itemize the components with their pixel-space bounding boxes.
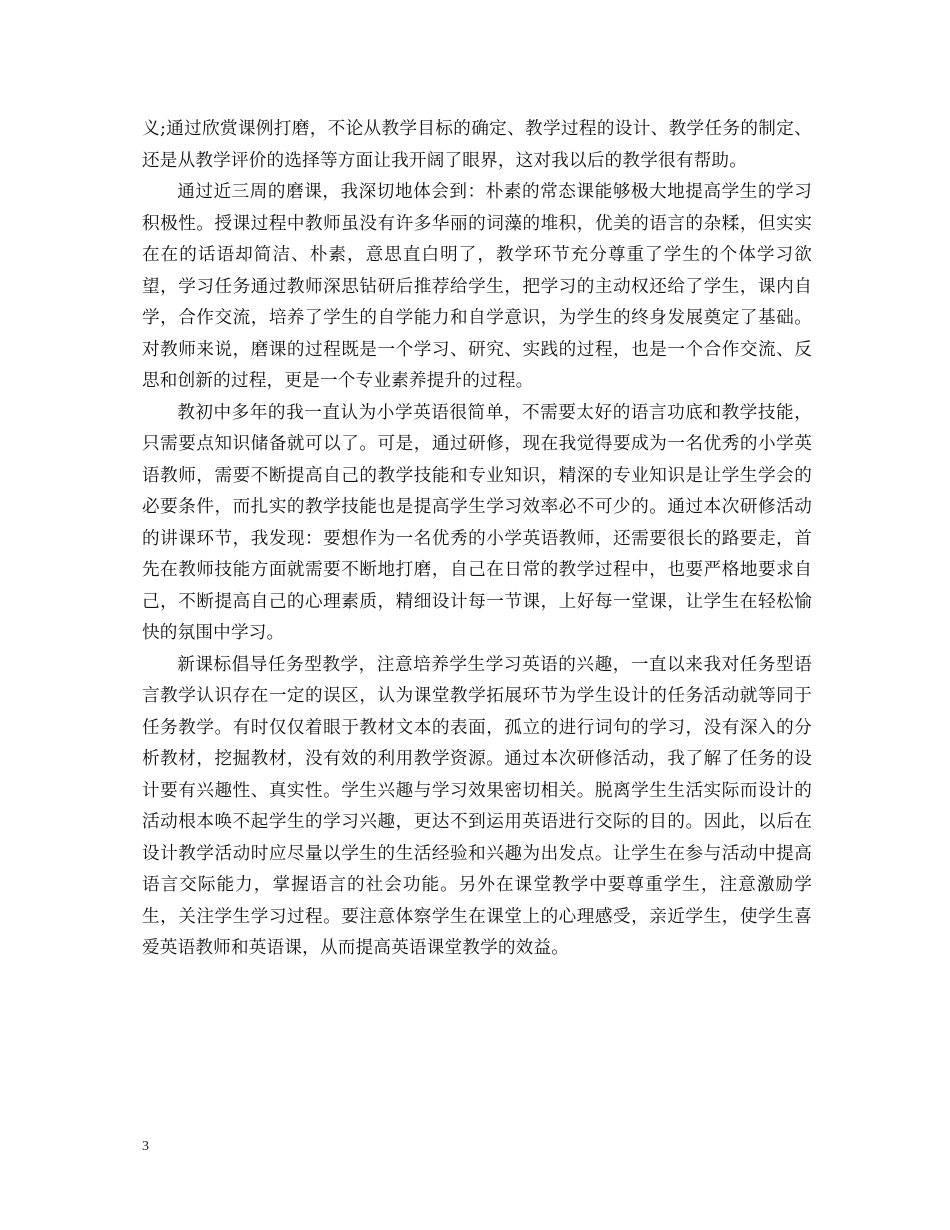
paragraph-4: 新课标倡导任务型教学，注意培养学生学习英语的兴趣，一直以来我对任务型语言教学认识存在一定的误区，认为课堂教学拓展环节为学生设计的任务活动就等同于任务教学。有时仅仅着眼于教材文本的表面，孤立的进行词句的学习，没有深入的分析教材，挖掘教材，没有效的利用教学资源。通过本次研修活动，我了解了任务的设计要有兴趣性、真实性。学生兴趣与学习效果密切相关。脱离学生生活实际而设计的活动根本唤不起学生的学习兴趣，更达不到运用英语进行交际的目的。因此，以后在设计教学活动时应尽量以学生的生活经验和兴趣为出发点。让学生在参与活动中提高语言交际能力，掌握语言的社会功能。另外在课堂教学中要尊重学生，注意激励学生，关注学生学习过程。要注意体察学生在课堂上的心理感受，亲近学生，使学生喜爱英语教师和英语课，从而提高英语课堂教学的效益。 [142, 654, 812, 958]
paragraph-3: 教初中多年的我一直认为小学英语很简单，不需要太好的语言功底和教学技能，只需要点知识储备就可以了。可是，通过研修，现在我觉得要成为一名优秀的小学英语教师，需要不断提高自己的教学技能和专业知识，精深的专业知识是让学生学会的必要条件，而扎实的教学技能也是提高学生学习效率必不可少的。通过本次研修活动的讲课环节，我发现：要想作为一名优秀的小学英语教师，还需要很长的路要走，首先在教师技能方面就需要不断地打磨，自己在日常的教学过程中，也要严格地要求自己，不断提高自己的心理素质，精细设计每一节课，上好每一堂课，让学生在轻松愉快的氛围中学习。 [142, 402, 812, 643]
body-text [142, 114, 812, 965]
paragraph-2: 通过近三周的磨课，我深切地体会到：朴素的常态课能够极大地提高学生的学习积极性。授课过程中教师虽没有许多华丽的词藻的堆积，优美的语言的杂糅，但实实在在的话语却简洁、朴素，意思直白明了，教学环节充分尊重了学生的个体学习欲望，学习任务通过教师深思钻研后推荐给学生，把学习的主动权还给了学生，课内自学，合作交流，培养了学生的自学能力和自学意识，为学生的终身发展奠定了基础。对教师来说，磨课的过程既是一个学习、研究、实践的过程，也是一个合作交流、反思和创新的过程，更是一个专业素养提升的过程。 [142, 182, 812, 391]
page-number: 3 [142, 1139, 149, 1154]
paragraph-1: 义;通过欣赏课例打磨，不论从教学目标的确定、教学过程的设计、教学任务的制定、还是从教学评价的选择等方面让我开阔了眼界，这对我以后的教学很有帮助。 [142, 119, 812, 171]
